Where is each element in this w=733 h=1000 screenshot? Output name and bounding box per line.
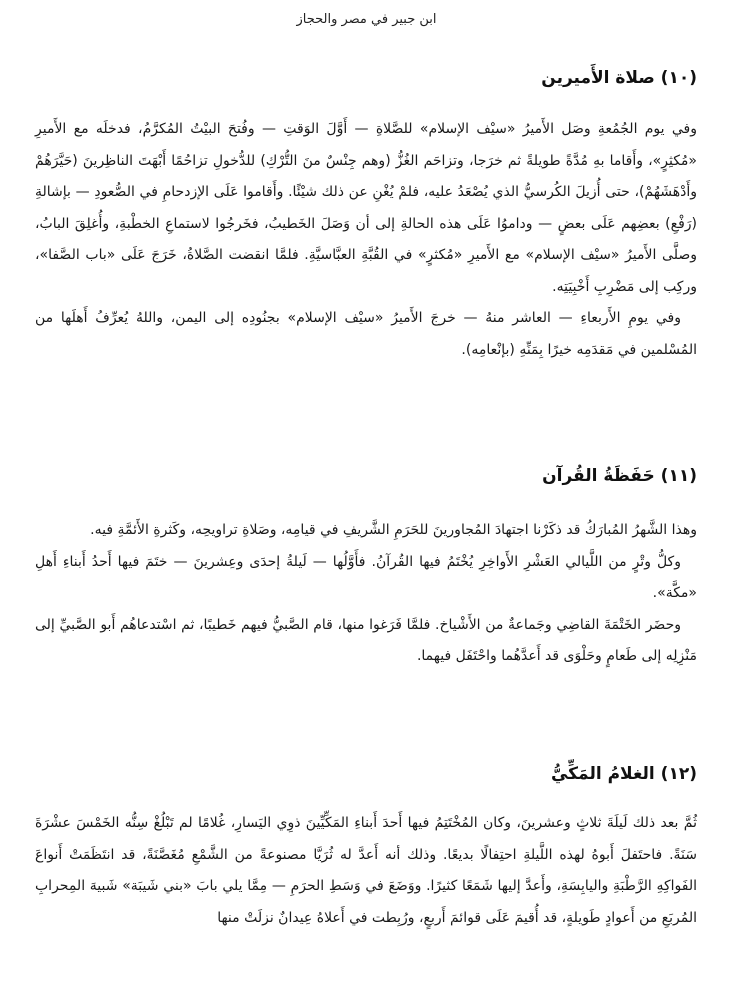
paragraph: وفي يوم الجُمُعةِ وصَل الأَميرُ «سيْف الإسلام» للصَّلاةِ — أَوَّلَ الوَقتِ — وفُتحَ البيْتُ المُكرَّمُ، فدخلَه مع الأَميرِ «مُكثِرٍ»، وأَقاما بهِ مُدَّةً طويلةً ثم خرَجا، وتزاحَم الغُزُّ (وهم جِنْسٌ منَ التُّرْكِ) للدُّخولِ تزاحُمًا أَبْهَتَ الناظِرينَ (حَيَّرَهُمْ وأَدْهَشَهُمْ)، حتى أُزيلَ الكُرسيُّ الذي يُصْعَدُ عليه، فلمْ يُغْنِ عن ذلك شيْئًا. وأَقاموا عَلَى الإزدحامِ في الصُّعودِ — بإشالةِ (رَفْعِ) بعضِهم عَلَى بعضٍ — وداموُا عَلَى هذه الحالةِ إلى أن وَصَلَ الخَطيبُ، فخَرجُوا لاستماعِ الخطْبةِ، وأُغلِقَ البابُ، وصلَّى الأَميرُ «سيْف الإسلام» مع الأَميرِ «مُكثرٍ» في القُبَّةِ العبَّاسيَّةِ. فلمَّا انقضت الصَّلاةُ، خَرَجَ عَلَى «باب الصَّفا»، وركِب إلى مَضْرِبِ أَخْبِيَتِه.	[35, 121, 697, 295]
section-title: (١٠) صلاة الأَميرين	[541, 68, 697, 88]
running-header: ابن جبير في مصر والحجاز	[296, 12, 437, 27]
paragraph: وهذا الشَّهرُ المُبارَكُ قد ذكَرْنا اجتهادَ المُجاورينَ للحَرَمِ الشَّريفِ في قيامِه، وصَلاةِ تراويحِه، وكَثرةِ الأَئمَّةِ فيه.	[90, 522, 697, 538]
section-title: (١٢) الغلامُ المَكِّيُّ	[550, 764, 697, 784]
section-10	[35, 64, 697, 366]
section-body	[35, 114, 697, 366]
paragraph: وفي يومِ الأَربعاءِ — العاشر منهُ — خرجَ الأَميرُ «سيْف الإسلام» بجنُودِه إلى اليمن، واللهُ يُعرِّفُ أَهلَها من المُسْلمين في مَقدَمِه خيرًا بِمَنِّهِ (بإنْعامِه).	[35, 310, 697, 358]
section-body	[35, 808, 697, 934]
section-12	[35, 760, 697, 934]
section-11	[35, 462, 697, 673]
section-body	[35, 515, 697, 673]
paragraph: وحضَر الخَتْمَةَ القاضِي وجَماعةٌ من الأَشْياخ. فلمَّا فَرَغوا منها، قام الصَّبيُّ فيهم خَطيبًا، ثم اسْتدعاهُم أَبو الصَّبيِّ إلى مَنْزِلِه إلى طَعامٍ وحَلْوَى قد أَعدَّهُما واحْتَفَل فيهما.	[35, 616, 697, 664]
paragraph: ثُمَّ بعد ذلك لَيلَةَ ثلاثٍ وعشرينَ، وكان المُخْتَتِمُ فيها أَحدَ أَبناءِ المَكِّيِّينَ ذوِي اليَسارِ، غُلامًا لم تَبْلُغْ سِنُّه الخَمْسَ عشْرَةَ سَنَةً. فاحتَفلَ أَبوهُ لهذه اللَّيلةِ احتِفالًا بديعًا. وذلك أنه أَعدَّ له ثُرَيَّا مصنوعةً من الشَّمْعِ مُغَصَّنَةً، قد انتَظَمَتْ أَنواعَ الفَواكِهِ الرَّطْبَةِ واليابِسَةِ، وأَعدَّ إليها شَمَعًا كثيرًا. ووَضَعَ في وَسَطِ الحرَمِ — مِمَّا يلي بابَ «بني شَيبَة» شَبيهَ المِحرابِ المُربَعِ من أَعوادٍ طَويلةٍ، قد أُقيمَ عَلَى قوائمَ أَربعٍ، ورُبِطت في أَعلاهُ عِيدانٌ نزلَتْ منها	[35, 815, 697, 926]
section-title: (١١) حَفَظَةُ القُرآن	[542, 466, 697, 486]
paragraph: وكلُّ وتْرٍ من اللَّيالي العَشْرِ الأَواخِرِ يُخْتَمُ فيها القُرآنُ. فأَوَّلُها — لَيلةُ إحدَى وعِشرينَ — ختَمَ فيها أَحدُ أَبناءِ أَهلِ «مكَّة».	[35, 553, 697, 601]
